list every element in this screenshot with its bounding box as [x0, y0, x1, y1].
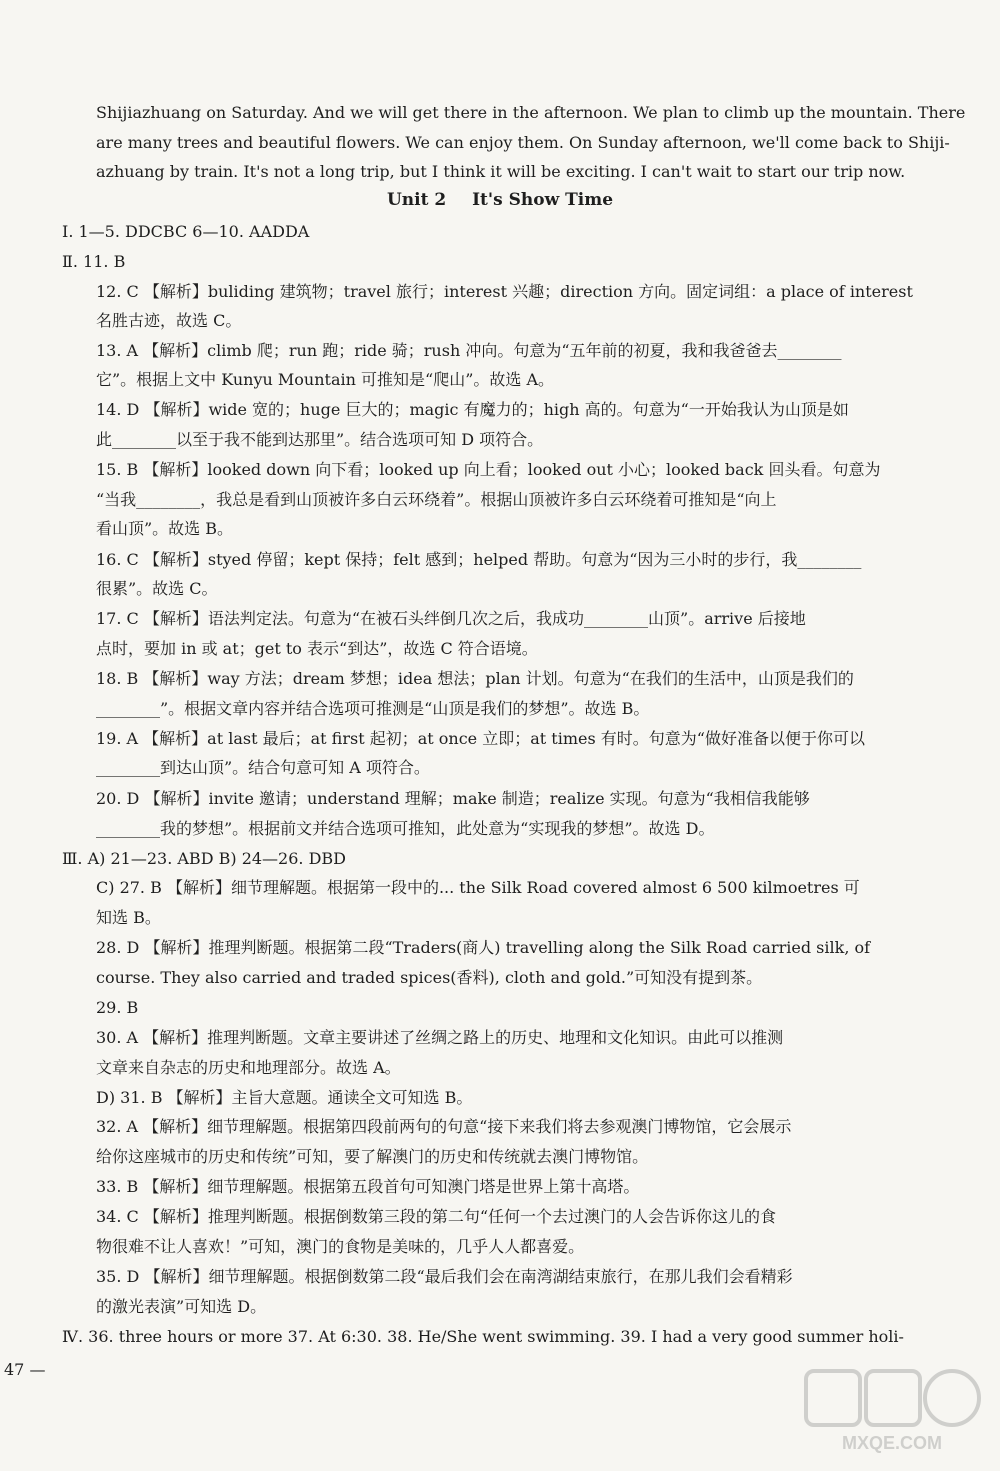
answer-line: 19. A 【解析】at last 最后；at first 起初；at once 立即；at times 有时。句意为“做好准备以便于你可以 [96, 729, 865, 748]
answer-line: Ⅳ. 36. three hours or more 37. At 6:30. 38. He/She went swimming. 39. I had a very good summer holi- [62, 1327, 904, 1346]
unit-title [0, 190, 1000, 210]
intro-line-1: Shijiazhuang on Saturday. And we will get there in the afternoon. We plan to climb up the mountain. There [96, 103, 966, 122]
page-number: 47 — [4, 1360, 46, 1379]
answer-line: 20. D 【解析】invite 邀请；understand 理解；make 制造；realize 实现。句意为“我相信我能够 [96, 789, 810, 808]
answer-line: 15. B 【解析】looked down 向下看；looked up 向上看；looked out 小心；looked back 回头看。句意为 [96, 460, 881, 479]
answer-line: 30. A 【解析】推理判断题。文章主要讲述了丝绸之路上的历史、地理和文化知识。由此可以推测 [96, 1028, 784, 1047]
answer-line: 给你这座城市的历史和传统”可知，要了解澳门的历史和传统就去澳门博物馆。 [96, 1147, 649, 1166]
answer-line: “当我________，我总是看到山顶被许多白云环绕着”。根据山顶被许多白云环绕着可推知是“向上 [96, 490, 777, 509]
answer-line: 12. C 【解析】buliding 建筑物；travel 旅行；interest 兴趣；direction 方向。固定词组：a place of interest [96, 282, 913, 301]
answer-line: Ⅱ. 11. B [62, 252, 126, 271]
answer-line: 14. D 【解析】wide 宽的；huge 巨大的；magic 有魔力的；high 高的。句意为“一开始我认为山顶是如 [96, 400, 849, 419]
unit-name: It's Show Time [472, 190, 614, 210]
answer-line: 17. C 【解析】语法判定法。句意为“在被石头绊倒几次之后，我成功________山顶”。arrive 后接地 [96, 609, 806, 628]
answer-line: 33. B 【解析】细节理解题。根据第五段首句可知澳门塔是世界上第十高塔。 [96, 1177, 640, 1196]
answer-line: 35. D 【解析】细节理解题。根据倒数第二段“最后我们会在南湾湖结束旅行，在那儿我们会看精彩 [96, 1267, 793, 1286]
answer-line: Ⅲ. A) 21—23. ABD B) 24—26. DBD [62, 849, 346, 868]
answer-line: 34. C 【解析】推理判断题。根据倒数第三段的第二句“任何一个去过澳门的人会告诉你这儿的食 [96, 1207, 777, 1226]
answer-line: 的激光表演”可知选 D。 [96, 1297, 267, 1316]
answer-line: ________到达山顶”。结合句意可知 A 项符合。 [96, 758, 430, 777]
unit-number: Unit 2 [386, 190, 447, 210]
answer-line: 看山顶”。故选 B。 [96, 519, 234, 538]
answer-line: 知选 B。 [96, 908, 161, 927]
answer-line: D) 31. B 【解析】主旨大意题。通读全文可知选 B。 [96, 1088, 473, 1107]
answer-line: C) 27. B 【解析】细节理解题。根据第一段中的... the Silk Road covered almost 6 500 kilmoetres 可 [96, 878, 860, 897]
answer-line: ________”。根据文章内容并结合选项可推测是“山顶是我们的梦想”。故选 B。 [96, 699, 650, 718]
answer-line: 此________以至于我不能到达那里”。结合选项可知 D 项符合。 [96, 430, 544, 449]
answer-line: 13. A 【解析】climb 爬；run 跑；ride 骑；rush 冲向。句意为“五年前的初夏，我和我爸爸去________ [96, 341, 842, 360]
watermark-logo [802, 1365, 982, 1455]
answer-line: ________我的梦想”。根据前文并结合选项可推知，此处意为“实现我的梦想”。故选 D。 [96, 819, 715, 838]
watermark-text: MXQE.COM [841, 1433, 943, 1453]
answer-line: 18. B 【解析】way 方法；dream 梦想；idea 想法；plan 计划。句意为“在我们的生活中，山顶是我们的 [96, 669, 854, 688]
intro-line-3: azhuang by train. It's not a long trip, but I think it will be exciting. I can't wait to start our trip now. [96, 162, 906, 181]
answer-line: 29. B [96, 998, 139, 1017]
answer-line: 很累”。故选 C。 [96, 579, 218, 598]
answer-line: 文章来自杂志的历史和地理部分。故选 A。 [96, 1058, 401, 1077]
answer-line: course. They also carried and traded spices(香料), cloth and gold.”可知没有提到茶。 [96, 968, 763, 987]
answer-line: 16. C 【解析】styed 停留；kept 保持；felt 感到；helped 帮助。句意为“因为三小时的步行，我________ [96, 550, 862, 569]
answer-line: 32. A 【解析】细节理解题。根据第四段前两句的句意“接下来我们将去参观澳门博物馆，它会展示 [96, 1117, 792, 1136]
answer-line: Ⅰ. 1—5. DDCBC 6—10. AADDA [62, 222, 310, 241]
answer-line: 它”。根据上文中 Kunyu Mountain 可推知是“爬山”。故选 A。 [96, 370, 555, 389]
intro-line-2: are many trees and beautiful flowers. We can enjoy them. On Sunday afternoon, we'll come back to Shiji- [96, 133, 950, 152]
answer-line: 物很难不让人喜欢！”可知，澳门的食物是美味的，几乎人人都喜爱。 [96, 1237, 585, 1256]
answer-line: 点时，要加 in 或 at；get to 表示“到达”，故选 C 符合语境。 [96, 639, 538, 658]
answer-line: 28. D 【解析】推理判断题。根据第二段“Traders(商人) travelling along the Silk Road carried silk, of [96, 938, 871, 957]
answer-line: 名胜古迹，故选 C。 [96, 311, 242, 330]
